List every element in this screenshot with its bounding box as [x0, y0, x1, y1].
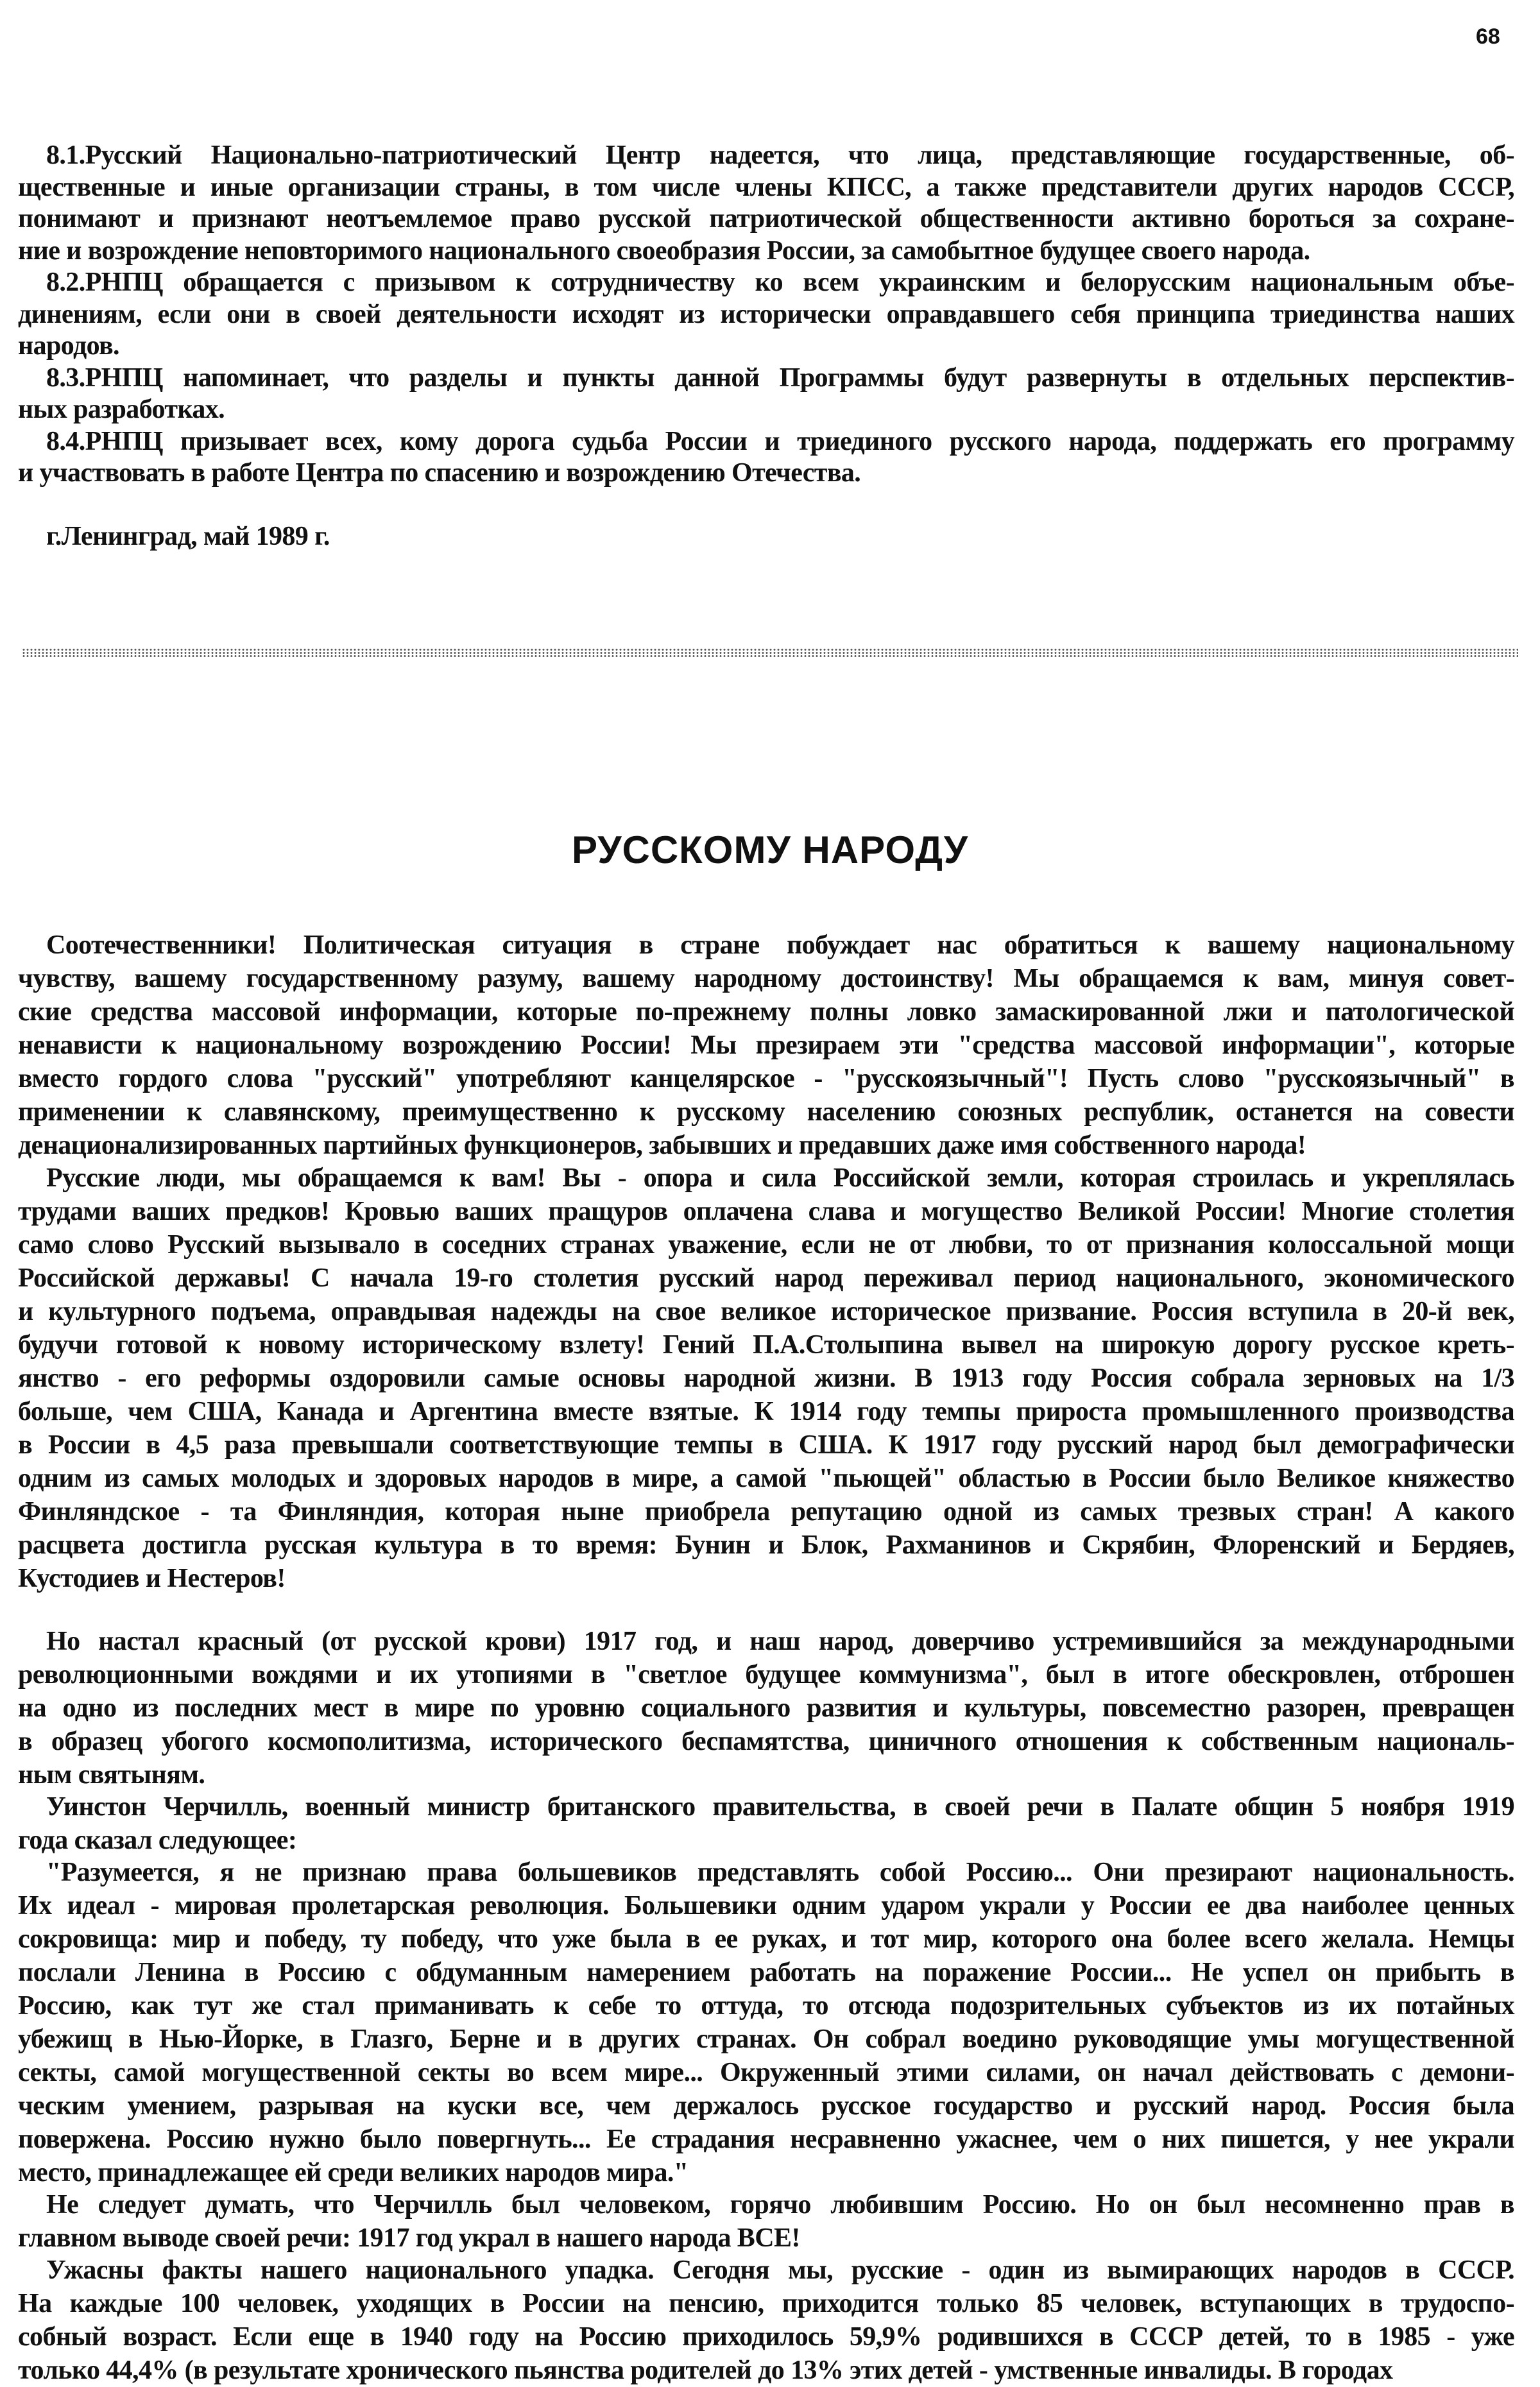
text-line: Кустодиев и Нестеров!	[18, 1564, 286, 1593]
text-line: и участвовать в работе Центра по спасению и возрождению Отечества.	[18, 458, 861, 488]
text-line: понимают и признают неотъемлемое право русской патриотической общественности активно бороться за сохране-	[18, 204, 1514, 234]
text-line: вместо гордого слова "русский" употребляют канцелярское - "русскоязычный"! Пусть слово "русскоязычный" в	[18, 1064, 1514, 1093]
paragraph	[18, 1161, 1514, 1595]
text-line: главном выводе своей речи: 1917 год украл в нашего народа ВСЕ!	[18, 2223, 800, 2253]
text-line: На каждые 100 человек, уходящих в России на пенсию, приходится только 85 человек, вступающих в трудоспо-	[18, 2289, 1514, 2318]
text-line: года сказал следующее:	[18, 1826, 297, 1855]
text-line: Но настал красный (от русской крови) 1917 год, и наш народ, доверчиво устремившийся за международными	[46, 1627, 1514, 1656]
text-line: Их идеал - мировая пролетарская революция. Большевики одним ударом украли у России ее два наиболее ценных	[18, 1891, 1514, 1921]
text-line: трудами ваших предков! Кровью ваших пращуров оплачена слава и могущество Великой России! Многие столетия	[18, 1197, 1514, 1226]
text-line: расцвета достигла русская культура в то время: Бунин и Блок, Рахманинов и Скрябин, Флоренский и Бердяев,	[18, 1530, 1514, 1560]
text-line: Соотечественники! Политическая ситуация в стране побуждает нас обратиться к вашему национальному	[46, 930, 1514, 960]
text-line: место, принадлежащее ей среди великих народов мира."	[18, 2158, 689, 2187]
paragraph	[18, 1790, 1514, 1857]
signature-place-date: г.Ленинград, май 1989 г.	[46, 522, 330, 551]
text-line: ным святыням.	[18, 1760, 205, 1790]
text-line: народов.	[18, 331, 119, 361]
text-line: само слово Русский вызывало в соседних странах уважение, если не от любви, то от признания колоссальной мощи	[18, 1230, 1514, 1260]
program-conclusion-section	[18, 140, 1514, 490]
article-title: РУССКОМУ НАРОДУ	[571, 828, 969, 871]
text-line: на одно из последних мест в мире по уровню социального развития и культуры, повсеместно разорен, превращен	[18, 1693, 1514, 1723]
paragraph	[18, 426, 1514, 490]
text-line: в России в 4,5 раза превышали соответствующие темпы в США. К 1917 году русский народ был демографически	[18, 1430, 1514, 1460]
text-line: ных разработках.	[18, 395, 225, 424]
paragraph	[18, 363, 1514, 426]
text-line: собный возраст. Если еще в 1940 году на Россию приходилось 59,9% родившихся в СССР детей, то в 1985 - уже	[18, 2322, 1514, 2352]
text-line: 8.1.Русский Национально-патриотический Центр надеется, что лица, представляющие государственные, об-	[46, 141, 1514, 170]
text-line: и культурного подъема, оправдывая надежды на свое великое историческое призвание. Россия вступила в 20-й век,	[18, 1297, 1514, 1326]
text-line: Ужасны факты нашего национального упадка. Сегодня мы, русские - один из вымирающих народов в СССР.	[46, 2255, 1514, 2285]
text-line: Не следует думать, что Черчилль был человеком, горячо любившим Россию. Но он был несомненно прав в	[46, 2190, 1514, 2220]
paragraph	[18, 1625, 1514, 1792]
text-line: секты, самой могущественной секты во всем мире... Окруженный этими силами, он начал действовать с демони-	[18, 2058, 1514, 2087]
paragraph	[18, 1856, 1514, 2189]
text-line: янство - его реформы оздоровили самые основы народной жизни. В 1913 году Россия собрала зерновых на 1/3	[18, 1364, 1514, 1393]
page-number: 68	[1476, 24, 1500, 49]
text-line: "Разумеется, я не признаю права большевиков представлять собой Россию... Они презирают национальность.	[46, 1858, 1514, 1887]
text-line: ческим умением, разрывая на куски все, чем держалось русское государство и русский народ. Россия была	[18, 2091, 1514, 2121]
text-line: Финляндское - та Финляндия, которая ныне приобрела репутацию одной из самых трезвых стран! А какого	[18, 1497, 1514, 1527]
text-line: денационализированных партийных функционеров, забывших и предавших даже имя собственного народа!	[18, 1131, 1306, 1160]
paragraph	[18, 2254, 1514, 2387]
text-line: сокровища: мир и победу, ту победу, что уже была в ее руках, и тот мир, которого она более всего желала. Немцы	[18, 1924, 1514, 1954]
paragraph	[18, 140, 1514, 267]
paragraph	[18, 2188, 1514, 2255]
paragraph	[18, 267, 1514, 363]
text-line: будучи готовой к новому историческому взлету! Гений П.А.Столыпина вывел на широкую дорогу русское креть-	[18, 1330, 1514, 1360]
text-line: одним из самых молодых и здоровых народов в мире, а самой "пьющей" областью в России было Великое княжество	[18, 1464, 1514, 1493]
text-line: только 44,4% (в результате хронического пьянства родителей до 13% этих детей - умственные инвалиды. В городах	[18, 2356, 1393, 2385]
text-line: 8.3.РНПЦ напоминает, что разделы и пункты данной Программы будут развернуты в отдельных перспектив-	[46, 363, 1514, 393]
text-line: Россию, как тут же стал приманивать к себе то оттуда, то отсюда подозрительных субъектов из их потайных	[18, 1991, 1514, 2021]
paragraph	[18, 928, 1514, 1162]
text-line: революционными вождями и их утопиями в "светлое будущее коммунизма", был в итоге обескровлен, отброшен	[18, 1660, 1514, 1690]
text-line: Уинстон Черчилль, военный министр британского правительства, в своей речи в Палате общин 5 ноября 1919	[46, 1792, 1514, 1822]
text-line: в образец убогого космополитизма, исторического беспамятства, циничного отношения к собственным националь-	[18, 1727, 1514, 1756]
text-line: 8.2.РНПЦ обращается с призывом к сотрудничеству ко всем украинским и белорусским национальным объе-	[46, 268, 1514, 297]
text-line: динениям, если они в своей деятельности исходят из исторически оправдавшего себя принципа триединства наших	[18, 299, 1514, 329]
text-line: 8.4.РНПЦ призывает всех, кому дорога судьба России и триединого русского народа, поддержать его программу	[46, 426, 1514, 456]
text-line: больше, чем США, Канада и Аргентина вместе взятые. К 1914 году темпы прироста промышленного производства	[18, 1397, 1514, 1426]
text-line: повержена. Россию нужно было повергнуть... Ее страдания несравненно ужаснее, чем о них пишется, у нее украли	[18, 2125, 1514, 2154]
text-line: щественные и иные организации страны, в том числе члены КПСС, а также представители других народов СССР,	[18, 172, 1514, 202]
text-line: убежищ в Нью-Йорке, в Глазго, Берне и в других странах. Он собрал воедино руководящие умы могущественной	[18, 2024, 1514, 2054]
text-line: ские средства массовой информации, которые по-прежнему полны ловко замаскированной лжи и патологической	[18, 997, 1514, 1027]
text-line: послали Ленина в Россию с обдуманным намерением работать на поражение России... Не успел он прибыть в	[18, 1958, 1514, 1987]
text-line: ние и возрождение неповторимого национального своеобразия России, за самобытное будущее своего народа.	[18, 235, 1310, 266]
text-line: применении к славянскому, преимущественно к русскому населению союзных республик, останется на совести	[18, 1097, 1514, 1127]
dotted-divider	[22, 648, 1518, 657]
text-line: Русские люди, мы обращаемся к вам! Вы - опора и сила Российской земли, которая строилась и укреплялась	[46, 1163, 1514, 1193]
text-line: ненависти к национальному возрождению России! Мы презираем эти "средства массовой информации", которые	[18, 1031, 1514, 1060]
text-line: чувству, вашему государственному разуму, вашему народному достоинству! Мы обращаемся к вам, минуя совет-	[18, 964, 1514, 993]
text-line: Российской державы! С начала 19-го столетия русский народ переживал период национального, экономического	[18, 1263, 1514, 1293]
